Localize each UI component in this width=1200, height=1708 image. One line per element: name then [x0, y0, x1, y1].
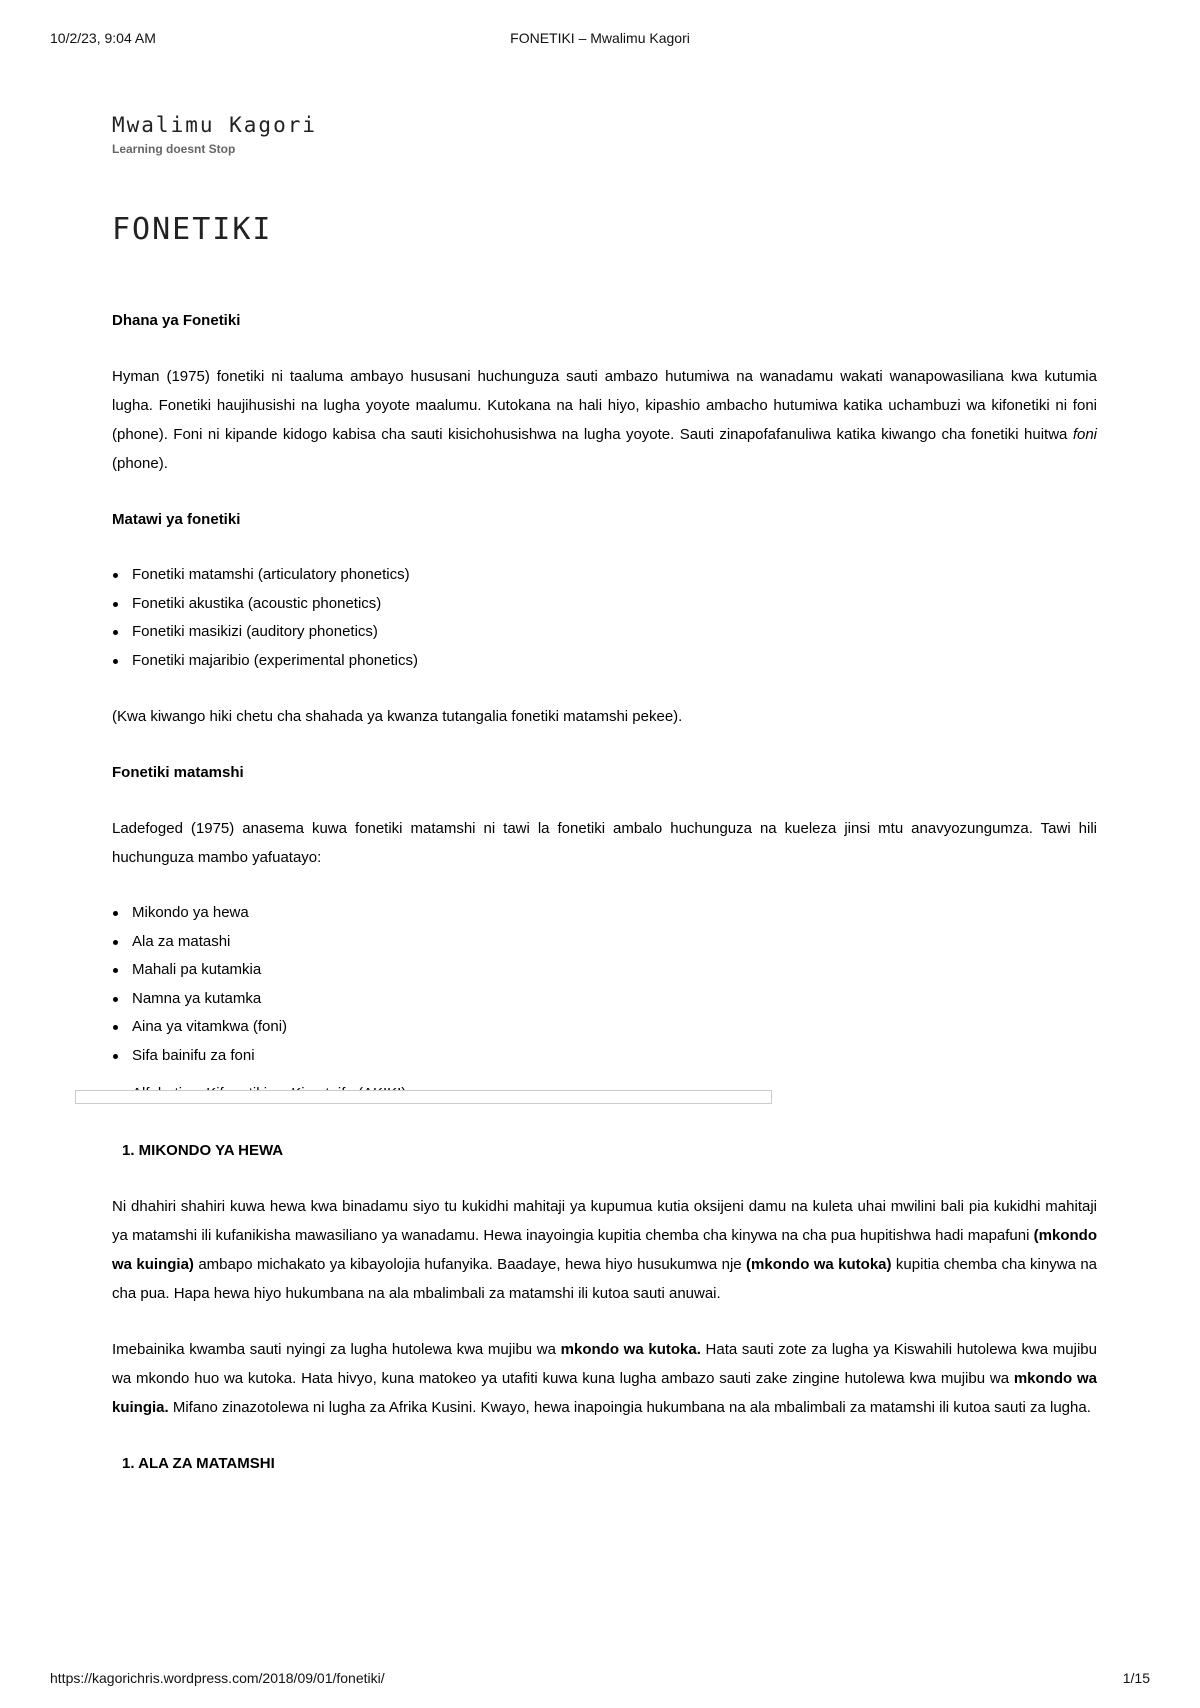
print-page-title: FONETIKI – Mwalimu Kagori — [510, 30, 690, 46]
list-item: Aina ya vitamkwa (foni) — [132, 1013, 1097, 1042]
print-footer — [50, 1670, 1150, 1708]
print-date: 10/2/23, 9:04 AM — [50, 30, 156, 46]
heading-ala: 1. ALA ZA MATAMSHI — [122, 1454, 275, 1472]
main-content — [112, 110, 1097, 1505]
list-item: Mahali pa kutamkia — [132, 956, 1097, 985]
section-list-mikondo — [112, 1136, 1097, 1165]
list-item: Fonetiki akustika (acoustic phonetics) — [132, 590, 1097, 619]
paragraph-hyman-end: (phone). — [112, 455, 168, 472]
site-tagline: Learning doesnt Stop — [112, 142, 236, 156]
paragraph-mikondo-2 — [112, 1335, 1097, 1422]
overlay-bar — [75, 1090, 772, 1104]
list-item-obscured — [132, 1070, 1097, 1080]
bold-term: mkondo wa kutoka. — [560, 1340, 701, 1358]
text-span: Imebainika kwamba sauti nyingi za lugha hutolewa kwa mujibu wa — [112, 1340, 561, 1358]
list-item: Mikondo ya hewa — [132, 899, 1097, 928]
print-url: https://kagorichris.wordpress.com/2018/09/01/fonetiki/ — [50, 1670, 385, 1686]
print-header — [50, 30, 1150, 50]
text-span: kupitia chemba cha kinywa na cha pua. Hapa hewa hiyo hukumbana na ala mbalimbali za matamshi ili kutoa sauti anuwai. — [112, 1255, 1097, 1302]
heading-dhana: Dhana ya Fonetiki — [112, 312, 241, 329]
bold-term: (mkondo wa kutoka) — [746, 1255, 892, 1273]
list-item: Namna ya kutamka — [132, 985, 1097, 1014]
bold-term: mkondo wa kuingia. — [112, 1369, 1097, 1416]
text-span: ambapo michakato ya kibayolojia hufanyika. Baadaye, hewa hiyo husukumwa nje — [193, 1255, 747, 1273]
page-number: 1/15 — [1122, 1670, 1150, 1686]
list-item: Fonetiki matamshi (articulatory phonetics) — [132, 561, 1097, 590]
list-item: Fonetiki majaribio (experimental phonetics) — [132, 647, 1097, 676]
page-title: FONETIKI — [112, 212, 273, 247]
paragraph-kwa-kiwango: (Kwa kiwango hiki chetu cha shahada ya kwanza tutangalia fonetiki matamshi pekee). — [112, 708, 683, 725]
paragraph-hyman — [112, 362, 1097, 478]
paragraph-hyman-text: Hyman (1975) fonetiki ni taaluma ambayo hususani huchunguza sauti ambazo hutumiwa na wanadamu wakati wanapowasiliana kwa kutumia lugha. Fonetiki haujihusishi na lugha yoyote maalumu. Kutokana na hali hiyo, kipashio ambacho hutumiwa katika uchambuzi wa kifonetiki ni foni (phone). Foni ni kipande kidogo kabisa cha sauti kisichohusishwa na lugha yoyote. Sauti zinapofafanuliwa katika kiwango cha fonetiki huitwa — [112, 368, 1097, 443]
bold-term: (mkondo wa kuingia) — [112, 1226, 1097, 1273]
list-item: Ala za matashi — [132, 928, 1097, 957]
heading-matawi: Matawi ya fonetiki — [112, 511, 241, 528]
section-list-ala — [112, 1449, 1097, 1478]
heading-fonetiki-matamshi: Fonetiki matamshi — [112, 764, 244, 781]
site-title-link[interactable]: Mwalimu Kagori — [112, 113, 318, 137]
text-span: Ni dhahiri shahiri kuwa hewa kwa binadamu siyo tu kukidhi mahitaji ya kupumua kutia oksijeni damu na kuleta uhai mwilini bali pia kukidhi mahitaji ya matamshi ili kufanikisha mawasiliano ya wanadamu. Hewa inayoingia kupitia chemba cha kinywa na cha pua hupitishwa hadi mapafuni — [112, 1197, 1097, 1244]
heading-mikondo: 1. MIKONDO YA HEWA — [122, 1141, 284, 1159]
list-item: Fonetiki masikizi (auditory phonetics) — [132, 618, 1097, 647]
mambo-list — [112, 899, 1097, 1109]
text-span: Hata sauti zote za lugha ya Kiswahili hutolewa kwa mujibu wa mkondo huo wa kutoka. Hata hivyo, kuna matokeo ya utafiti kuwa kuna lugha ambazo sauti zake zingine hutolewa kwa mujibu wa — [112, 1340, 1097, 1387]
text-span: Mifano zinazotolewa ni lugha za Afrika Kusini. Kwayo, hewa inapoingia hukumbana na ala mbalimbali za matamshi ili kutoa sauti za lugha. — [168, 1398, 1091, 1416]
foni-term: foni — [1072, 426, 1097, 443]
list-item: Sifa bainifu za foni — [132, 1042, 1097, 1071]
article-body — [112, 306, 1097, 1478]
paragraph-ladefoged: Ladefoged (1975) anasema kuwa fonetiki matamshi ni tawi la fonetiki ambalo huchunguza na kueleza jinsi mtu anavyozungumza. Tawi hili huchunguza mambo yafuatayo: — [112, 820, 1097, 866]
paragraph-mikondo-1 — [112, 1192, 1097, 1308]
matawi-list — [112, 561, 1097, 675]
